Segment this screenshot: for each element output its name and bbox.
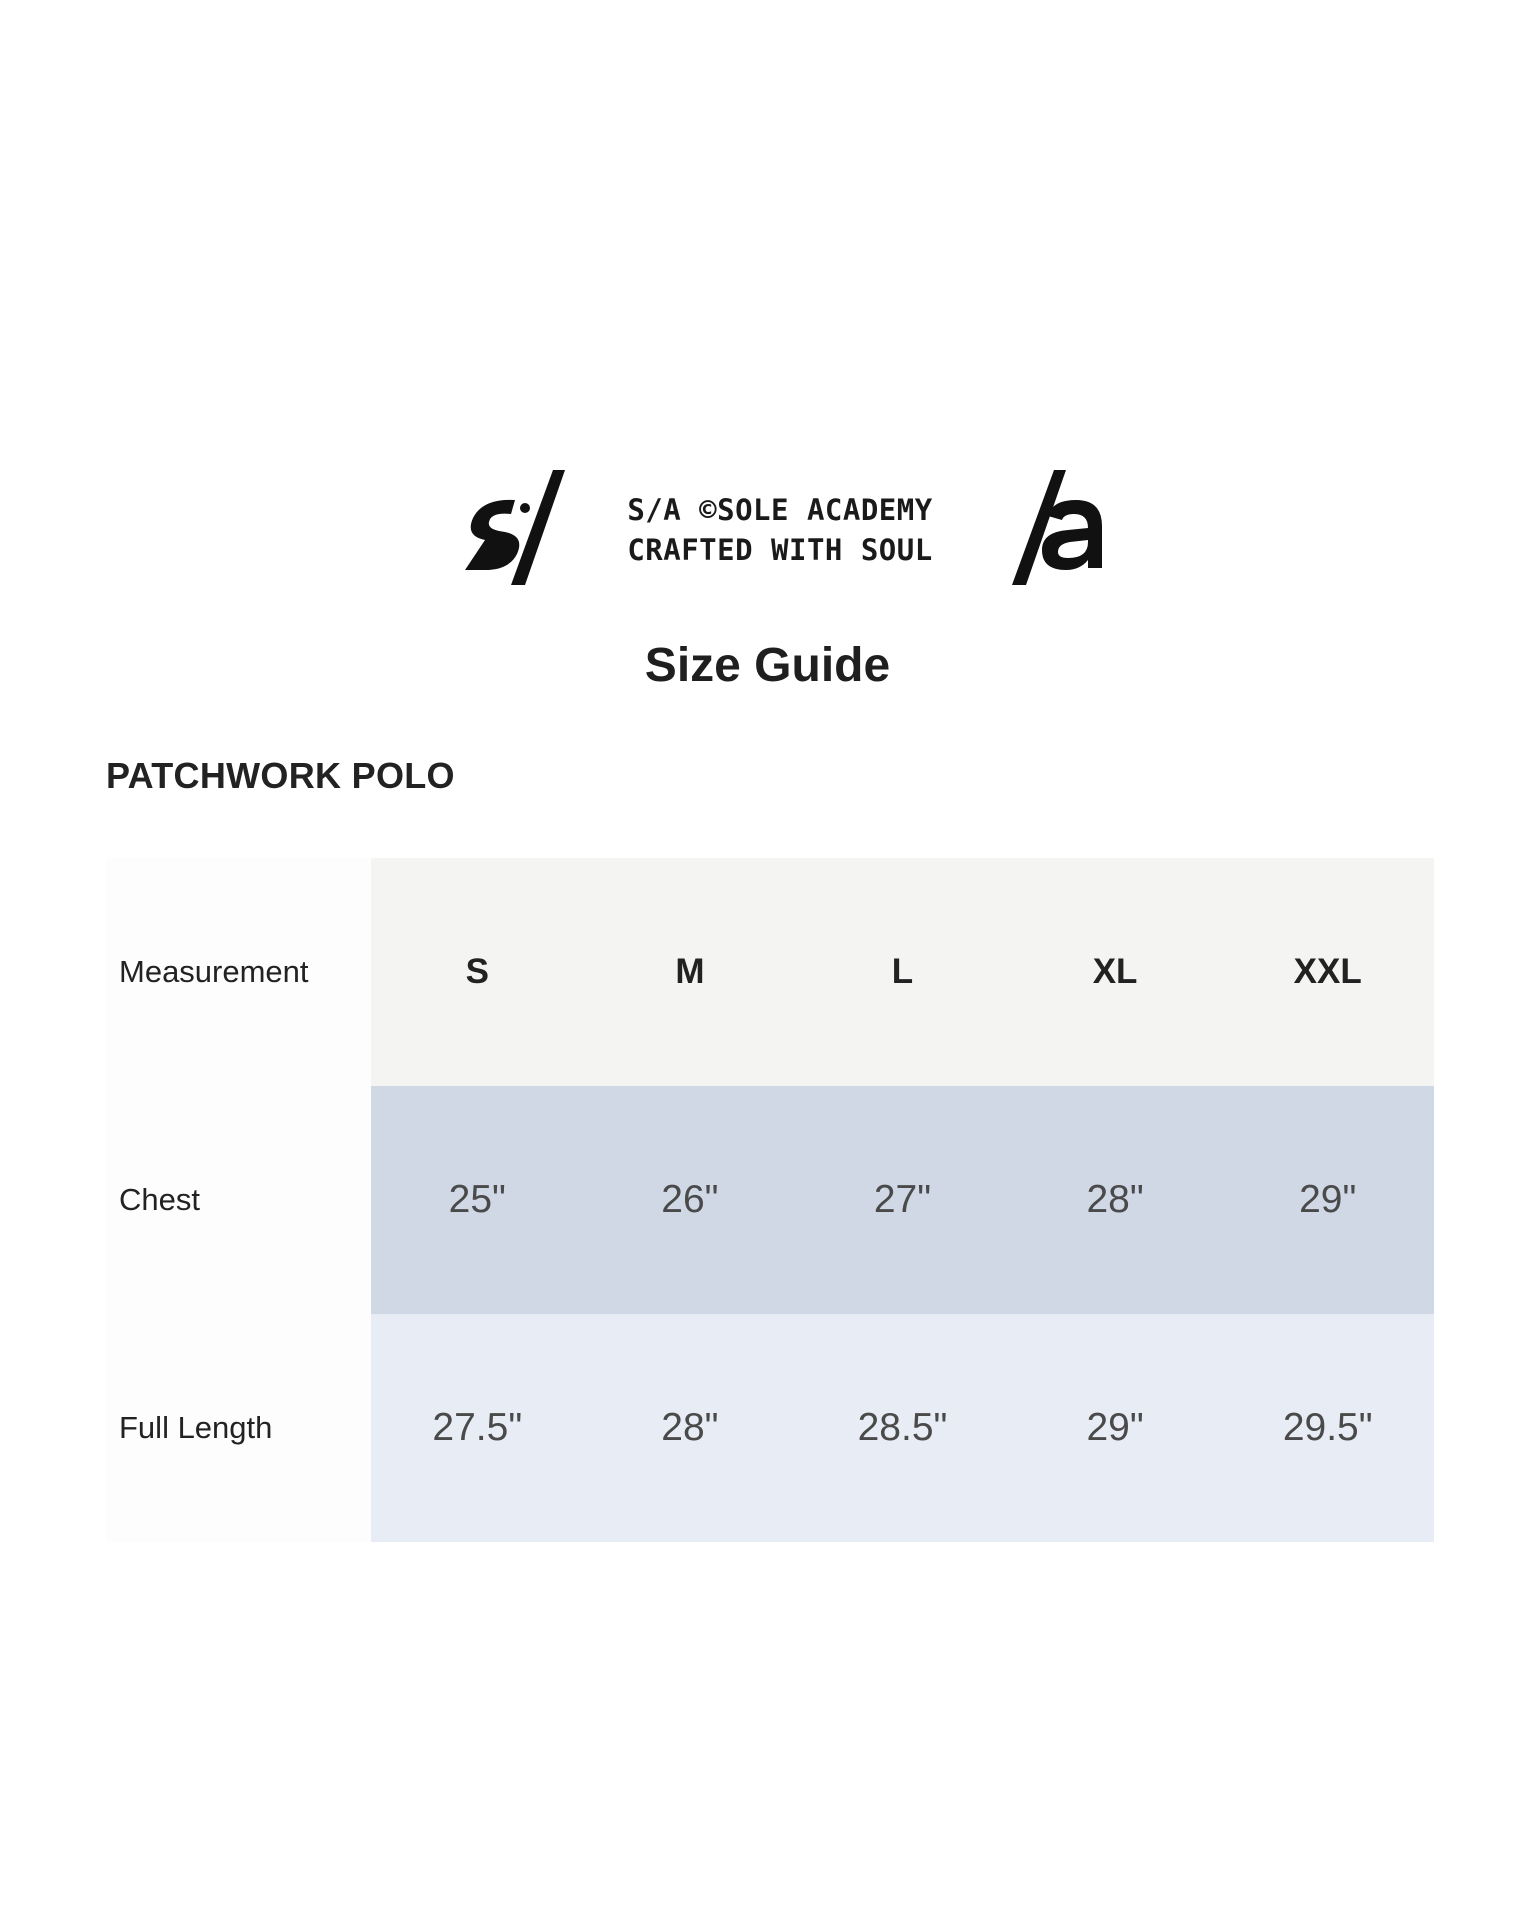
size-header-s: S bbox=[371, 858, 584, 1086]
page-title: Size Guide bbox=[644, 639, 891, 692]
chest-value-l: 27" bbox=[796, 1086, 1009, 1314]
size-table bbox=[106, 858, 1434, 1542]
size-header-m: M bbox=[584, 858, 797, 1086]
size-header-xxl: XXL bbox=[1221, 858, 1434, 1086]
brand-line-1: S/A ©SOLE ACADEMY bbox=[627, 493, 933, 527]
table-row-full-length bbox=[106, 1314, 1434, 1542]
row-label-chest: Chest bbox=[106, 1086, 371, 1314]
chest-value-xxl: 29" bbox=[1221, 1086, 1434, 1314]
size-header-l: L bbox=[796, 858, 1009, 1086]
length-value-l: 28.5" bbox=[796, 1314, 1009, 1542]
brand-header bbox=[0, 470, 1535, 590]
measurement-header: Measurement bbox=[106, 858, 371, 1086]
length-value-m: 28" bbox=[584, 1314, 797, 1542]
chest-value-s: 25" bbox=[371, 1086, 584, 1314]
length-value-xxl: 29.5" bbox=[1221, 1314, 1434, 1542]
length-value-xl: 29" bbox=[1009, 1314, 1222, 1542]
table-header-row bbox=[106, 858, 1434, 1086]
sa-a-slash-logo-icon bbox=[1012, 470, 1104, 585]
table-row-chest bbox=[106, 1086, 1434, 1314]
length-value-s: 27.5" bbox=[371, 1314, 584, 1542]
brand-line-2: CRAFTED WITH SOUL bbox=[627, 533, 933, 567]
sa-s-slash-logo-icon bbox=[455, 470, 565, 585]
row-label-full-length: Full Length bbox=[106, 1314, 371, 1542]
chest-value-m: 26" bbox=[584, 1086, 797, 1314]
brand-text bbox=[560, 490, 1000, 570]
size-header-xl: XL bbox=[1009, 858, 1222, 1086]
product-name: PATCHWORK POLO bbox=[106, 755, 455, 796]
chest-value-xl: 28" bbox=[1009, 1086, 1222, 1314]
